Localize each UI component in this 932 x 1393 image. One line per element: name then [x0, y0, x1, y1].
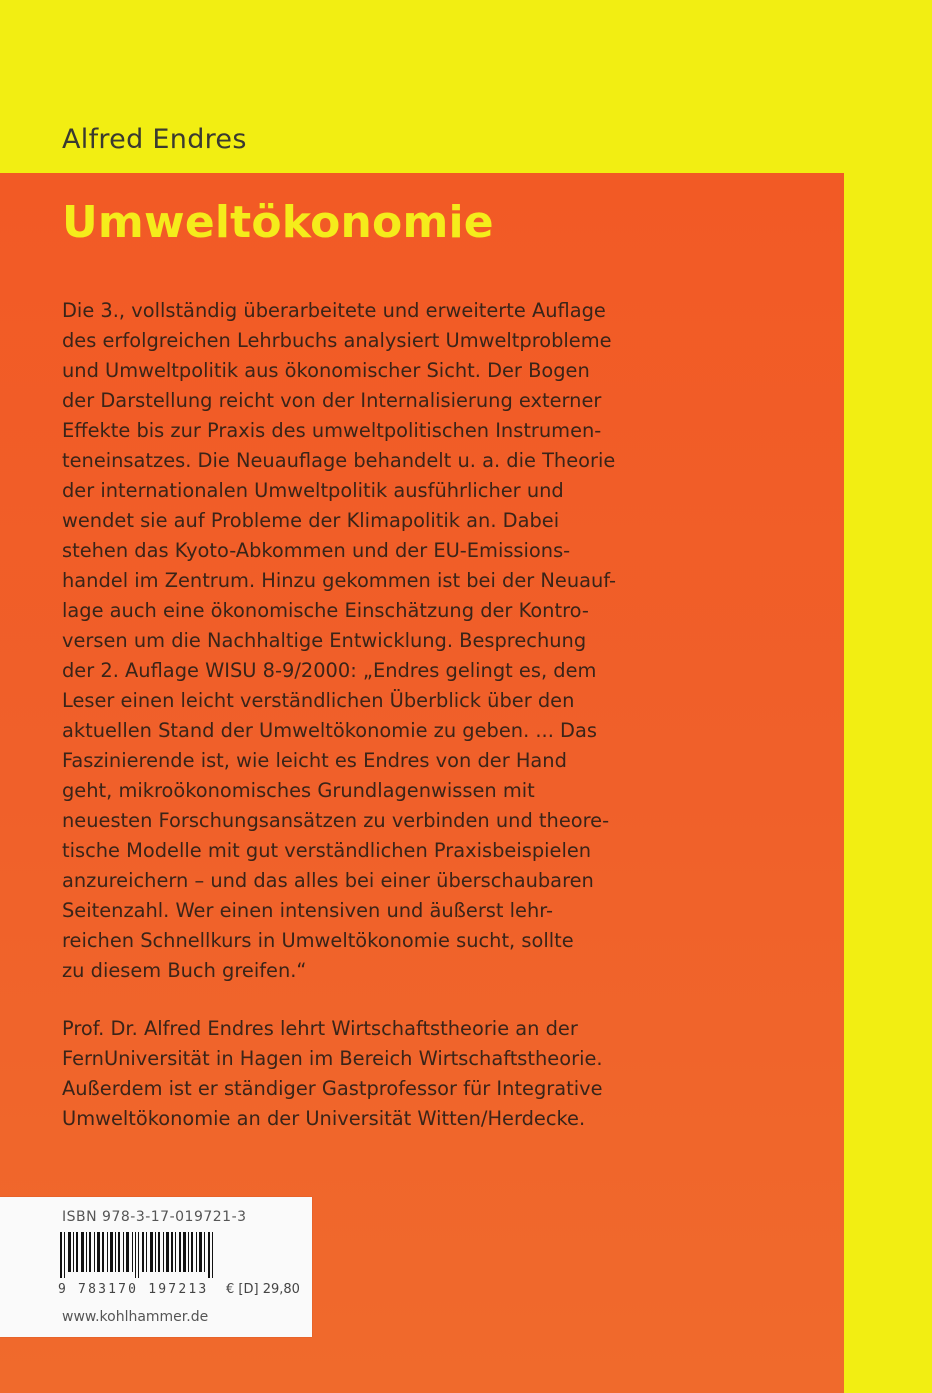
bio-line: FernUniversität in Hagen im Bereich Wirtschaftstheorie.: [62, 1047, 603, 1070]
description-line: Die 3., vollständig überarbeitete und erweiterte Auflage: [62, 299, 606, 322]
description-line: der 2. Auflage WISU 8-9/2000: „Endres gelingt es, dem: [62, 659, 597, 682]
description-line: reichen Schnellkurs in Umweltökonomie sucht, sollte: [62, 929, 574, 952]
description-line: und Umweltpolitik aus ökonomischer Sicht. Der Bogen: [62, 359, 590, 382]
book-description: [62, 296, 617, 986]
description-line: lage auch eine ökonomische Einschätzung der Kontro-: [62, 599, 589, 622]
description-line: wendet sie auf Probleme der Klimapolitik an. Dabei: [62, 509, 560, 532]
description-line: zu diesem Buch greifen.“: [62, 959, 307, 982]
bio-line: Umweltökonomie an der Universität Witten/Herdecke.: [62, 1107, 586, 1130]
description-line: anzureichern – und das alles bei einer überschaubaren: [62, 869, 594, 892]
book-title: Umweltökonomie: [62, 197, 494, 248]
bio-line: Außerdem ist er ständiger Gastprofessor für Integrative: [62, 1077, 603, 1100]
barcode-icon: [58, 1232, 218, 1278]
description-line: der Darstellung reicht von der Internalisierung externer: [62, 389, 602, 412]
description-line: Faszinierende ist, wie leicht es Endres von der Hand: [62, 749, 567, 772]
description-line: handel im Zentrum. Hinzu gekommen ist bei der Neuauf-: [62, 569, 617, 592]
description-line: geht, mikroökonomisches Grundlagenwissen mit: [62, 779, 535, 802]
description-line: neuesten Forschungsansätzen zu verbinden und theore-: [62, 809, 610, 832]
barcode-digits: 9 783170 197213: [58, 1282, 209, 1297]
author-bio: [62, 1014, 602, 1134]
publisher-website: www.kohlhammer.de: [62, 1309, 209, 1325]
description-line: tische Modelle mit gut verständlichen Praxisbeispielen: [62, 839, 592, 862]
description-line: der internationalen Umweltpolitik ausführlicher und: [62, 479, 564, 502]
author-name: Alfred Endres: [62, 124, 247, 155]
description-line: des erfolgreichen Lehrbuchs analysiert Umweltprobleme: [62, 329, 612, 352]
description-line: versen um die Nachhaltige Entwicklung. Besprechung: [62, 629, 587, 652]
description-line: Leser einen leicht verständlichen Überblick über den: [62, 689, 575, 712]
description-line: Seitenzahl. Wer einen intensiven und äußerst lehr-: [62, 899, 553, 922]
description-line: teneinsatzes. Die Neuauflage behandelt u. a. die Theorie: [62, 449, 616, 472]
isbn-number: ISBN 978-3-17-019721-3: [62, 1209, 247, 1225]
description-line: stehen das Kyoto-Abkommen und der EU-Emissions-: [62, 539, 571, 562]
description-line: Effekte bis zur Praxis des umweltpolitischen Instrumen-: [62, 419, 602, 442]
bio-line: Prof. Dr. Alfred Endres lehrt Wirtschaftstheorie an der: [62, 1017, 578, 1040]
description-line: aktuellen Stand der Umweltökonomie zu geben. ... Das: [62, 719, 597, 742]
price-label: € [D] 29,80: [226, 1282, 300, 1297]
